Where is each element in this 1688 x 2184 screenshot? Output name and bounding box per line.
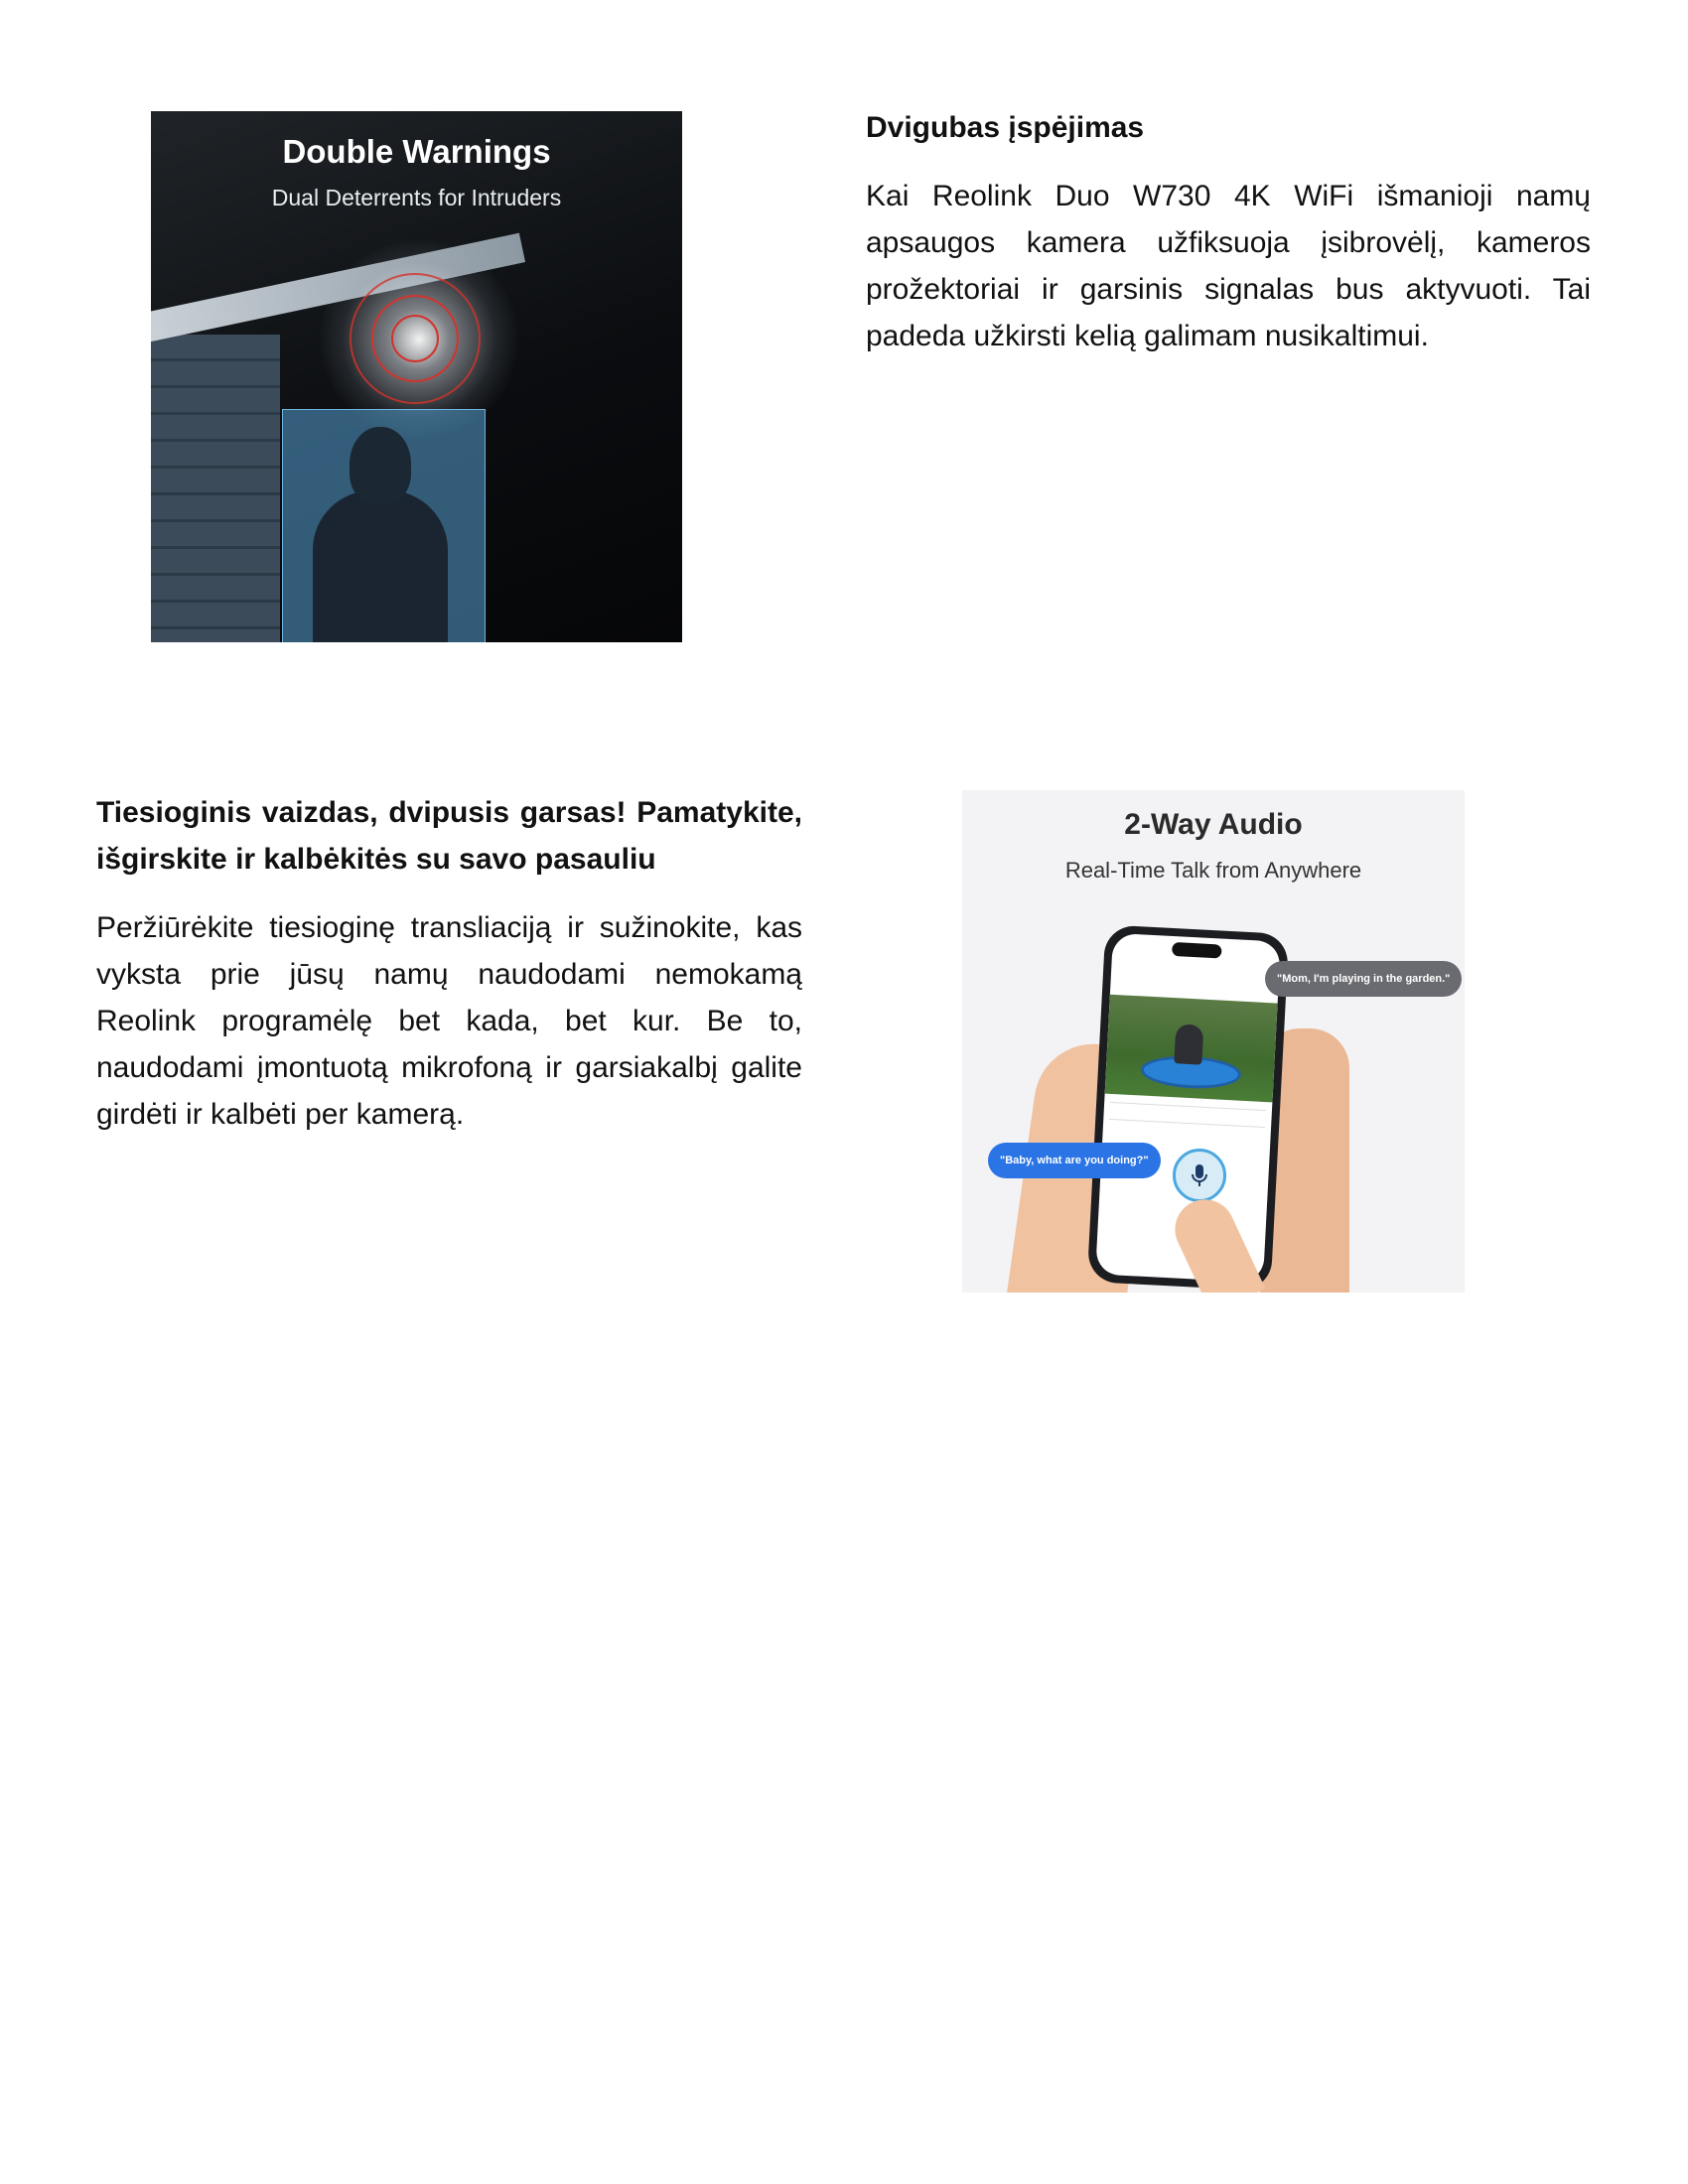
double-warnings-image — [151, 111, 682, 642]
section-heading: Dvigubas įspėjimas — [866, 111, 1145, 144]
image-subtitle: Dual Deterrents for Intruders — [271, 185, 562, 210]
section-heading: Tiesioginis vaizdas, dvipusis garsas! Pamatykite, išgirskite ir kalbėkitės su savo pasauliu — [96, 796, 802, 876]
section-paragraph: Peržiūrėkite tiesioginę transliaciją ir sužinokite, kas vyksta prie jūsų namų naudodami nemokamą Reolink programėlę bet kada, bet kur. Be to, naudodami įmontuotą mikrofoną ir garsiakalbį galite girdėti ir kalbėti per kamerą. — [96, 911, 802, 1131]
two-way-audio-image — [962, 790, 1465, 1293]
microphone-icon — [1173, 1149, 1226, 1202]
image-title: 2-Way Audio — [1124, 808, 1303, 841]
playback-controls — [1109, 1102, 1266, 1128]
image-subtitle: Real-Time Talk from Anywhere — [1064, 858, 1362, 883]
child-speech-bubble: "Mom, I'm playing in the garden." — [1265, 961, 1462, 997]
double-warning-text — [866, 104, 1591, 359]
live-camera-view — [1105, 995, 1278, 1103]
two-way-audio-text — [96, 789, 802, 1138]
parent-speech-bubble: "Baby, what are you doing?" — [988, 1143, 1161, 1178]
phone-notch — [1172, 942, 1222, 959]
intruder-body — [313, 490, 448, 642]
intruder-hood — [350, 427, 411, 504]
image-title: Double Warnings — [282, 133, 551, 170]
house-wall — [151, 335, 280, 642]
section-paragraph: Kai Reolink Duo W730 4K WiFi išmanioji namų apsaugos kamera užfiksuoja įsibrovėlį, kameros prožektoriai ir garsinis signalas bus aktyvuoti. Tai padeda užkirsti kelią galimam nusikaltimui. — [866, 180, 1591, 352]
alarm-ring-outer — [350, 273, 481, 404]
child — [1174, 1024, 1203, 1064]
